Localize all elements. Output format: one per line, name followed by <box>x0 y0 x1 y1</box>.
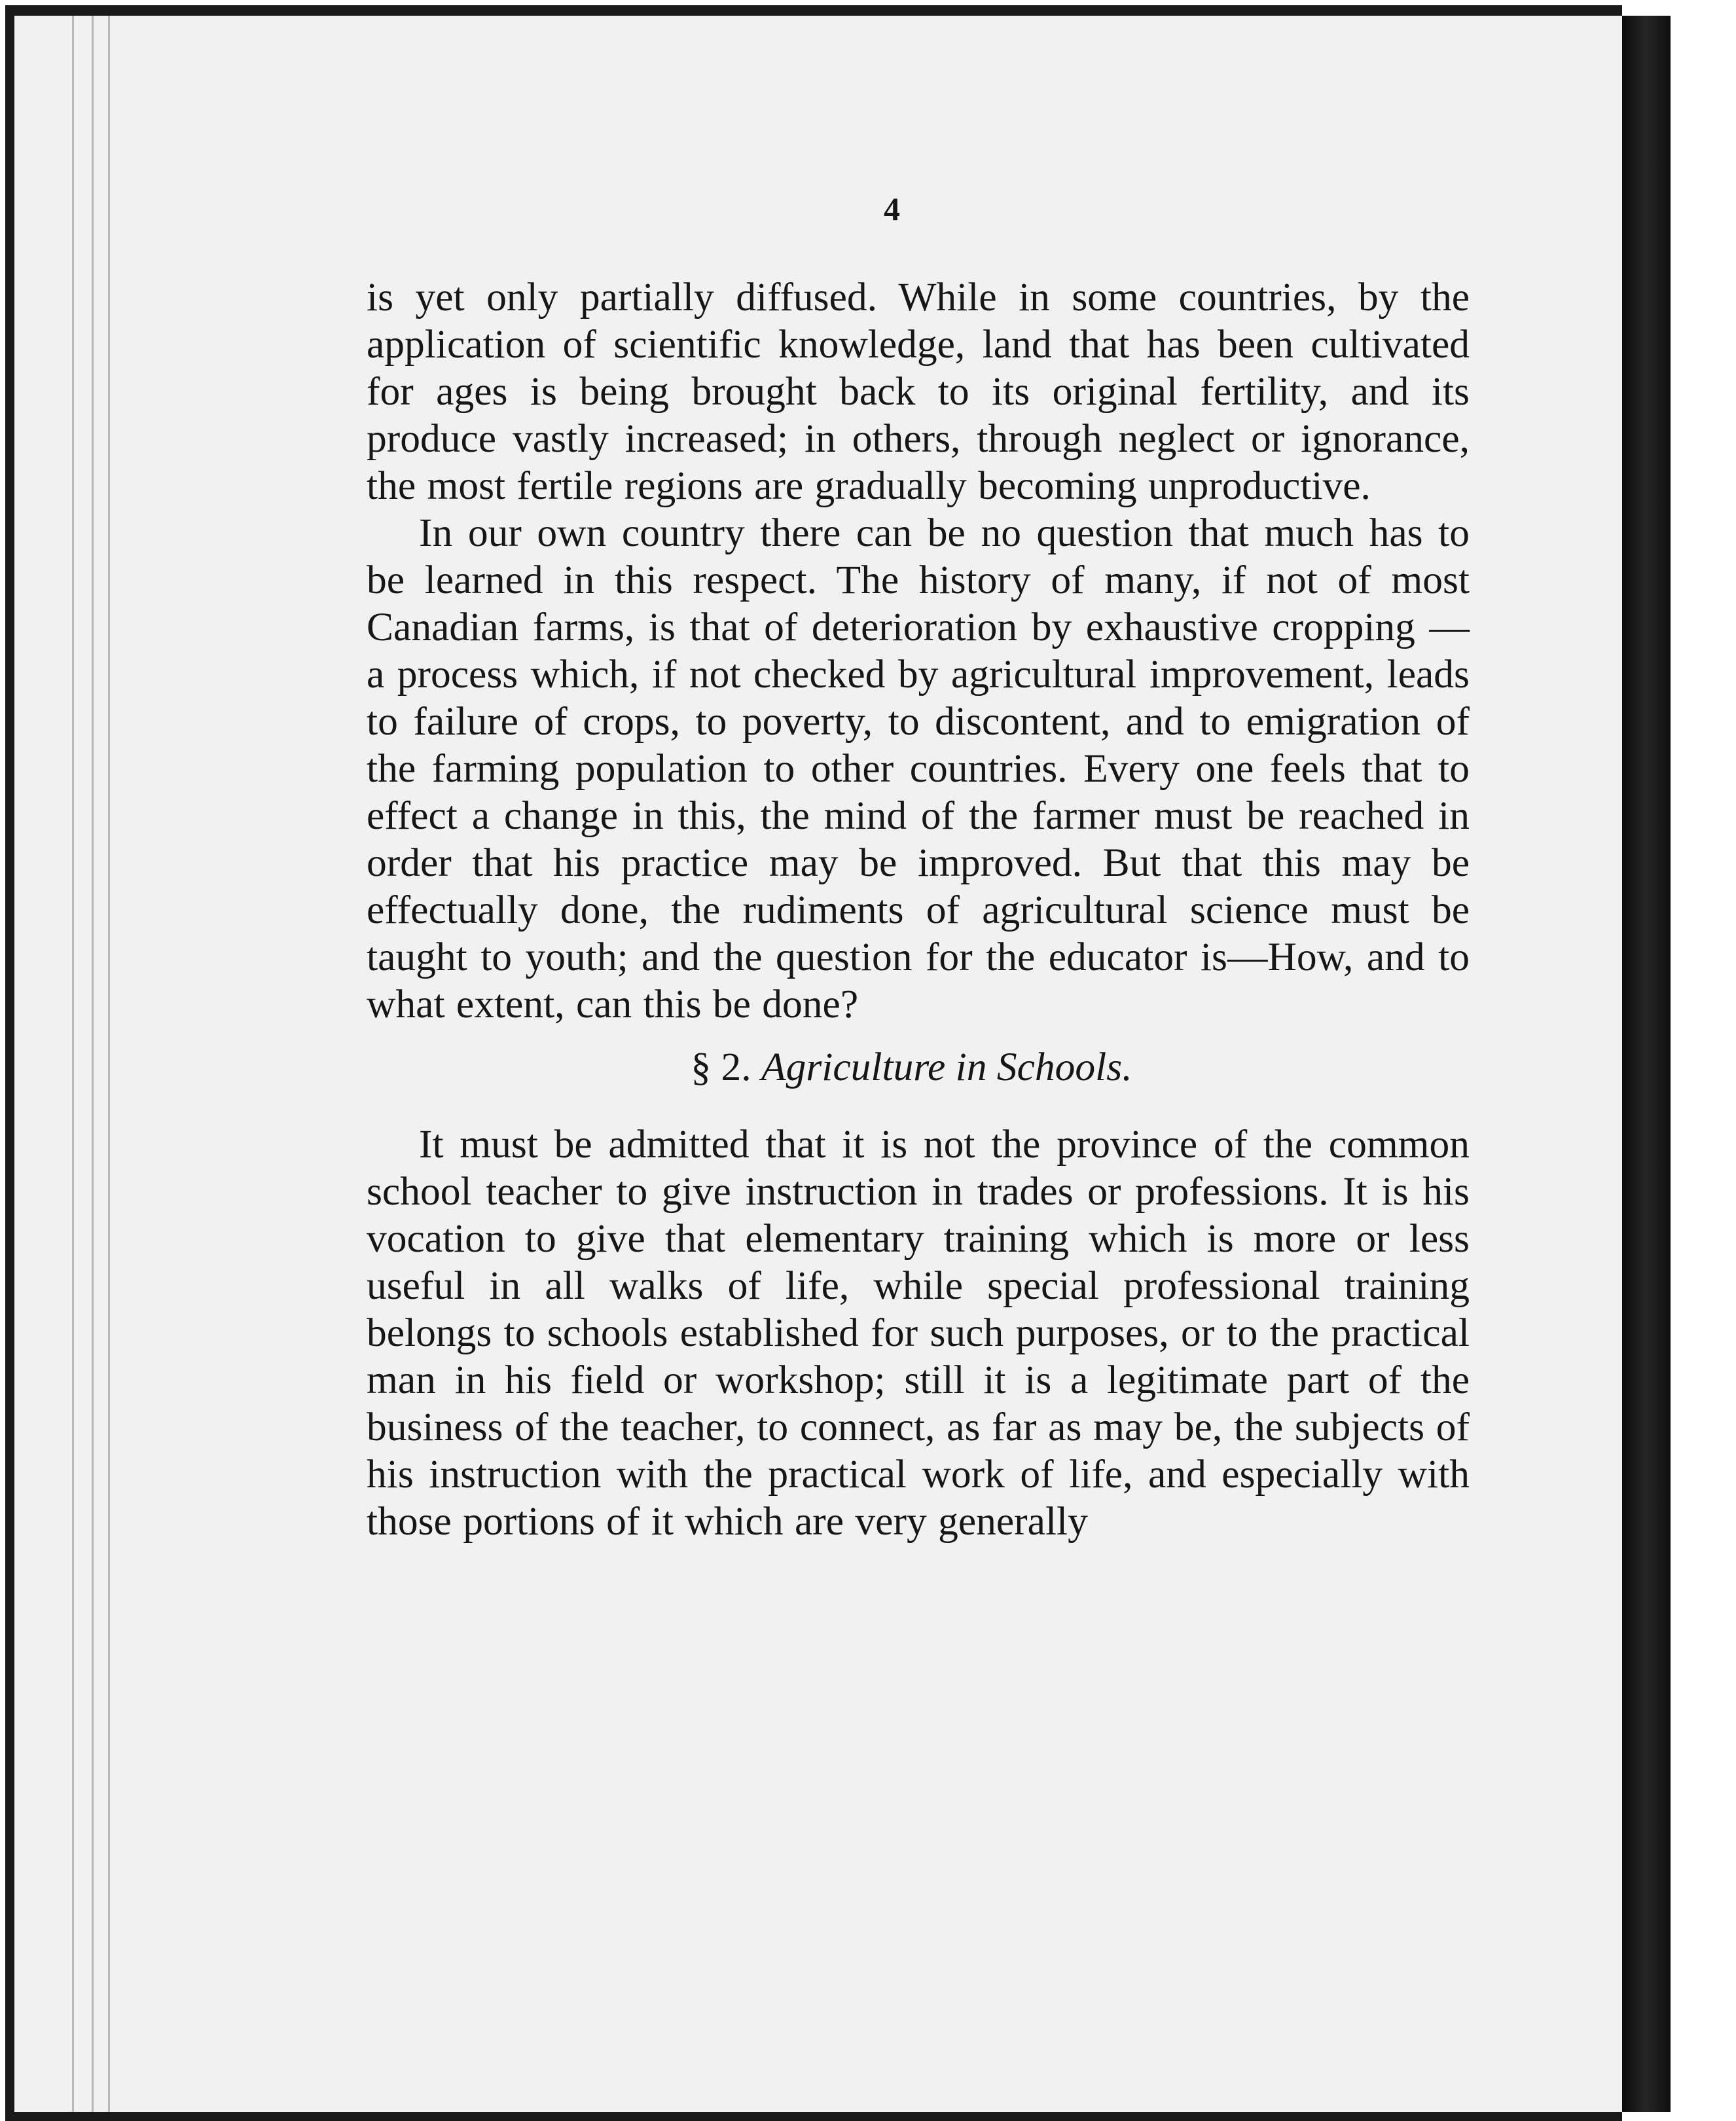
scan-border-top <box>5 5 1622 16</box>
scan-border-left <box>5 5 14 2116</box>
section-title: Agriculture in Schools. <box>761 1045 1132 1089</box>
paragraph: In our own country there can be no question that much has to be learned in this respect. The history of many, if not of most Canadian farms, is that of deterioration by exhaustive cropping — a process which, if not checked by agricultural improvement, leads to failure of crops, to poverty, to discontent, and to emigration of the farming population to other countries. Every one feels that to effect a change in this, the mind of the farmer must be reached in order that his practice may be improved. But that this may be effectually done, the rudiments of agricultural science must be taught to youth; and the question for the educator is—How, and to what extent, can this be done? <box>367 511 1470 1026</box>
section-marker: § 2. <box>691 1045 751 1089</box>
section-heading <box>367 1043 1470 1091</box>
page-edge-line <box>92 16 94 2112</box>
scan-margin <box>1671 0 1736 2121</box>
paragraph: It must be admitted that it is not the province of the common school teacher to give instruction in trades or professions. It is his vocation to give that elementary training which is more or less useful in all walks of life, while special professional training belongs to schools established for such purposes, or to the practical man in his field or workshop; still it is a legitimate part of the business of the teacher, to connect, as far as may be, the subjects of his instruction with the practical work of life, and especially with those portions of it which are very generally <box>367 1122 1470 1544</box>
page-edge-line <box>72 16 74 2112</box>
page-content <box>367 190 1470 1545</box>
paragraph-continued: is yet only partially diffused. While in some countries, by the application of scientific knowledge, land that has been cultivated for ages is being brought back to its original fertility, and its produce vastly increased; in others, through neglect or ignorance, the most fertile regions are gradually becoming unproductive. <box>367 275 1470 508</box>
page-number: 4 <box>884 190 900 227</box>
scan-border-bottom <box>5 2112 1622 2121</box>
book-spine <box>1622 16 1671 2112</box>
page-edge-line <box>108 16 110 2112</box>
